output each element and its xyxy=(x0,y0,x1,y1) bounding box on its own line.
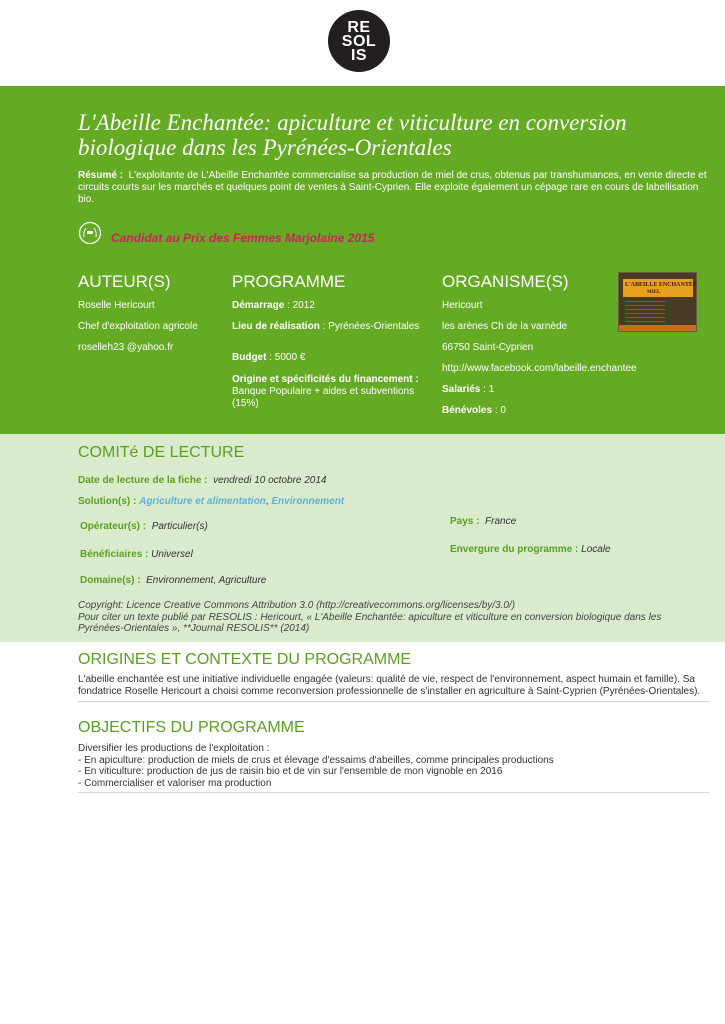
origine xyxy=(232,374,432,410)
lieu-value: : Pyrénées-Orientales xyxy=(322,321,420,332)
copyright-notice xyxy=(78,600,688,635)
thumbnail-footer xyxy=(619,325,696,331)
domaine-label: Domaine(s) : xyxy=(80,575,141,586)
date-lecture xyxy=(78,475,326,487)
logo-line: RE xyxy=(347,19,371,36)
solution-separator: , xyxy=(265,496,269,507)
origines-heading: ORIGINES ET CONTEXTE DU PROGRAMME xyxy=(78,651,412,668)
auteur-email[interactable]: roselleh23 @yahoo.fr xyxy=(78,342,174,353)
logo-line: IS xyxy=(350,47,368,64)
beneficiaires-label: Bénéficiaires : xyxy=(80,549,149,560)
solution-link-agriculture[interactable]: Agriculture et alimentation xyxy=(139,496,266,507)
origine-label: Origine et spécificités du financement : xyxy=(232,374,419,385)
auteur-name: Roselle Hericourt xyxy=(78,300,155,311)
salaries-label: Salariés xyxy=(442,384,481,395)
pays-label: Pays : xyxy=(450,516,480,527)
comite-block xyxy=(0,434,725,642)
citation-line: Pour citer un texte publié par RESOLIS : Hericourt, « L'Abeille Enchantée: apiculture et viticulture en conversion biologique dans les Pyrénées-Orientales », **Journal RESOLIS** (2014) xyxy=(78,611,662,634)
objectif-line: Diversifier les productions de l'exploitation : xyxy=(78,743,270,754)
pays xyxy=(450,516,516,528)
budget-label: Budget xyxy=(232,352,267,363)
laurel-award-icon xyxy=(78,221,102,245)
thumbnail-title: L'ABEILLE ENCHANTÉE xyxy=(625,282,697,288)
operateur-value: Particulier(s) xyxy=(151,521,208,532)
salaries xyxy=(442,384,494,396)
solution-label: Solution(s) : xyxy=(78,496,137,507)
budget xyxy=(232,352,305,364)
objectifs-heading: OBJECTIFS DU PROGRAMME xyxy=(78,719,305,736)
auteur-role: Chef d'exploitation agricole xyxy=(78,321,198,332)
comite-heading: COMITé DE LECTURE xyxy=(78,444,245,461)
date-label: Date de lecture de la fiche : xyxy=(78,475,208,486)
logo-header xyxy=(0,0,725,86)
objectifs-list xyxy=(78,743,710,789)
demarrage xyxy=(232,300,315,312)
lieu xyxy=(232,321,419,333)
organisme-address: les arènes Ch de la varnède xyxy=(442,321,568,332)
organisme-heading: ORGANISME(S) xyxy=(442,272,569,291)
envergure-label: Envergure du programme : xyxy=(450,544,579,555)
pays-value: France xyxy=(485,516,517,527)
thumbnail-text-lines xyxy=(625,301,665,323)
lieu-label: Lieu de réalisation xyxy=(232,321,320,332)
operateur-label: Opérateur(s) : xyxy=(80,521,147,532)
demarrage-value: : 2012 xyxy=(287,300,315,311)
beneficiaires xyxy=(80,549,193,561)
objectif-line: - Commercialiser et valoriser ma production xyxy=(78,777,272,789)
date-value: vendredi 10 octobre 2014 xyxy=(213,475,327,486)
objectif-line: - En viticulture: production de jus de raisin bio et de vin sur l'ensemble de mon vignoble en 2016 xyxy=(78,766,503,777)
domaine xyxy=(80,575,266,587)
envergure xyxy=(450,544,611,556)
operateur xyxy=(80,521,208,533)
programme-heading: PROGRAMME xyxy=(232,272,346,291)
organisme-name: Hericourt xyxy=(442,300,483,311)
divider xyxy=(78,701,710,702)
solution-link-environnement[interactable]: Environnement xyxy=(271,496,345,507)
header-block xyxy=(0,86,725,434)
benevoles-value: : 0 xyxy=(494,405,506,416)
organisme-postcode: 66750 Saint-Cyprien xyxy=(442,342,534,353)
thumbnail-subtitle: MIEL xyxy=(647,290,661,295)
resolis-logo[interactable] xyxy=(328,10,390,72)
organisme-url[interactable]: http://www.facebook.com/labeille.enchantee xyxy=(442,363,637,374)
objectif-line: - En apiculture: production de miels de crus et élevage d'essaims d'abeilles, comme principales productions xyxy=(78,754,554,766)
prize-candidate-label: Candidat au Prix des Femmes Marjolaine 2015 xyxy=(111,231,375,245)
salaries-value: : 1 xyxy=(483,384,495,395)
logo-line: SOL xyxy=(341,33,377,50)
resume-label: Résumé : xyxy=(78,170,124,181)
resume-text: L'exploitante de L'Abeille Enchantée commercialise sa production de miel de crus, obtenus par transhumances, en vente directe et circuits courts sur les marchés et quelques point de ventes à Saint-Cyprien. Elle exploite également un cépage rare en cours de labellisation bio. xyxy=(78,170,707,205)
domaine-value: Environnement, Agriculture xyxy=(146,575,267,586)
organisme-thumbnail[interactable] xyxy=(618,272,697,332)
budget-value: : 5000 € xyxy=(269,352,306,363)
beneficiaires-value: Universel xyxy=(151,549,193,560)
solutions xyxy=(78,496,344,508)
origine-value: Banque Populaire + aides et subventions (15%) xyxy=(232,386,415,409)
divider xyxy=(78,792,710,793)
demarrage-label: Démarrage xyxy=(232,300,285,311)
benevoles xyxy=(442,405,506,417)
auteur-heading: AUTEUR(S) xyxy=(78,272,171,291)
resume xyxy=(78,170,714,206)
origines-text: L'abeille enchantée est une initiative individuelle engagée (valeurs: qualité de vie, respect de l'environnement, aspect humain et famille). Sa fondatrice Roselle Hericourt a choisi comme reconversion professionnelle de s'installer en agriculture à Saint-Cyprien (Pyrénées-Orientales). xyxy=(78,674,701,697)
copyright-line: Copyright: Licence Creative Commons Attribution 3.0 (http://creativecommons.org/licenses/by/3.0/) xyxy=(78,600,516,611)
envergure-value: Locale xyxy=(581,544,611,555)
benevoles-label: Bénévoles xyxy=(442,405,493,416)
page-title: L'Abeille Enchantée: apiculture et viticulture en conversion biologique dans les Pyrénées-Orientales xyxy=(78,110,627,160)
